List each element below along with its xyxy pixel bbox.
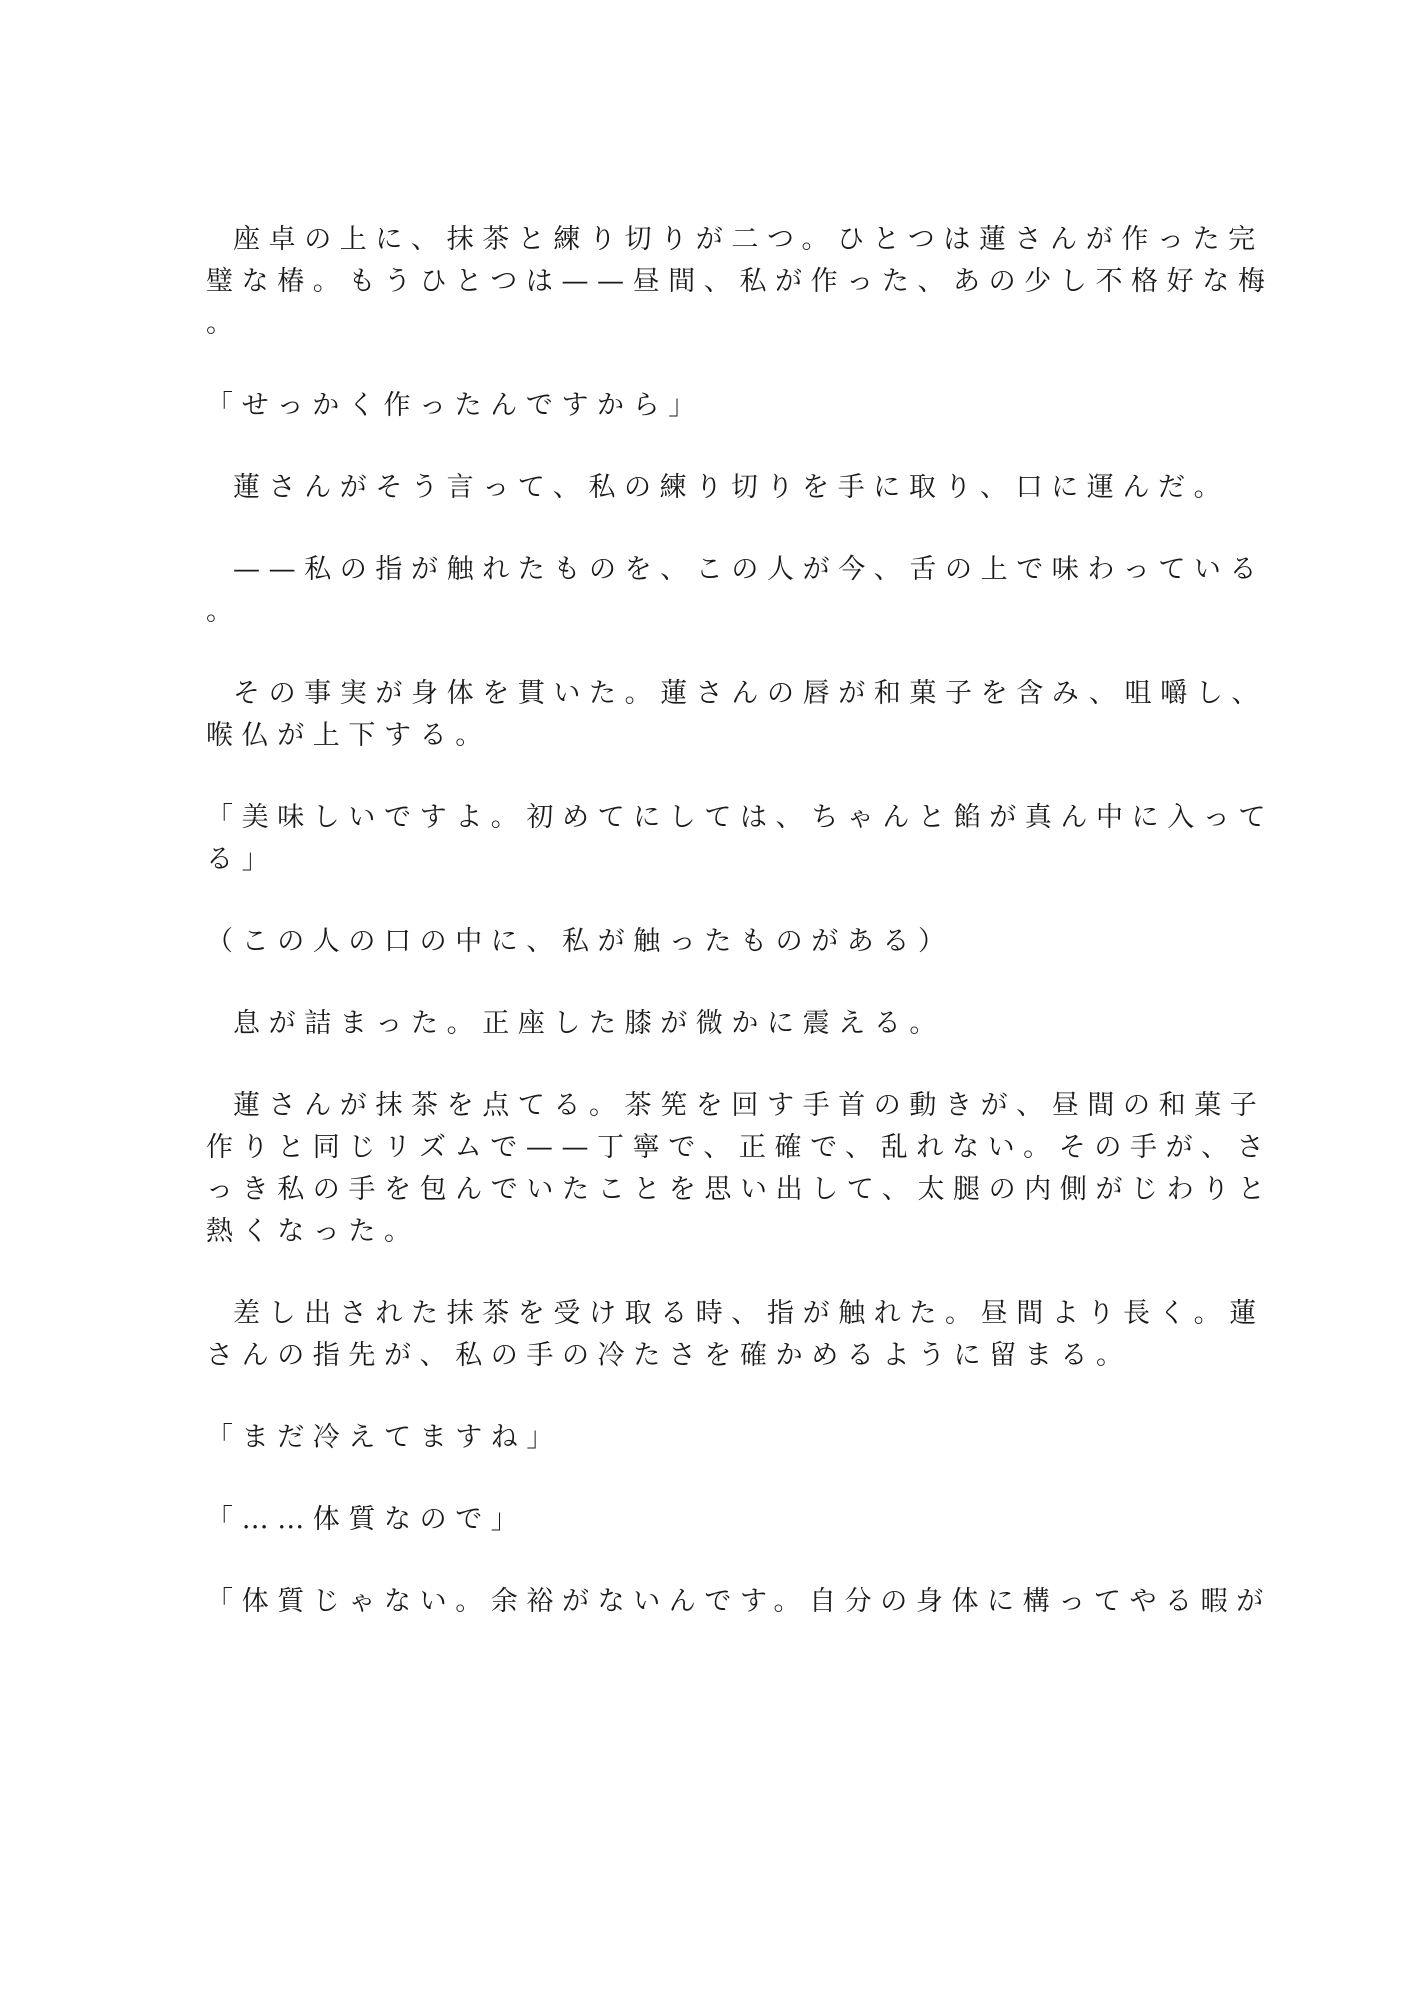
paragraph	[206, 385, 1170, 427]
text-line: 。	[206, 308, 242, 339]
paragraph	[206, 1293, 1265, 1377]
text-line: 「体質じゃない。余裕がないんです。自分の身体に構ってやる暇が	[206, 1586, 1272, 1617]
text-line: 蓮さんが抹茶を点てる。茶筅を回す手首の動きが、昼間の和菓子	[233, 1090, 1266, 1121]
text-line: 璧な椿。もうひとつは——昼間、私が作った、あの少し不格好な梅	[206, 266, 1274, 297]
text-line: 蓮さんがそう言って、私の練り切りを手に取り、口に運んだ。	[233, 472, 1230, 503]
paragraph	[206, 921, 1170, 963]
text-line: 熱くなった。	[206, 1216, 420, 1247]
text-line: ——私の指が触れたものを、この人が今、舌の上で味わっている	[233, 554, 1266, 585]
text-line: 「まだ冷えてますね」	[206, 1422, 562, 1453]
paragraph	[206, 1003, 1170, 1045]
text-line: 作りと同じリズムで——丁寧で、正確で、乱れない。その手が、さ	[206, 1132, 1273, 1163]
text-line: 「美味しいですよ。初めてにしては、ちゃんと餡が真ん中に入って	[206, 802, 1274, 833]
paragraph	[206, 219, 1274, 345]
text-line: 「せっかく作ったんですから」	[206, 390, 704, 421]
paragraph	[206, 467, 1230, 509]
paragraph	[206, 797, 1274, 881]
text-line: 「……体質なので」	[206, 1504, 527, 1535]
text-line: さんの指先が、私の手の冷たさを確かめるように留まる。	[206, 1340, 1132, 1371]
paragraph	[206, 1581, 1272, 1623]
paragraph	[206, 1085, 1274, 1253]
text-line: っき私の手を包んでいたことを思い出して、太腿の内側がじわりと	[206, 1174, 1274, 1205]
text-line: （この人の口の中に、私が触ったものがある）	[206, 926, 954, 957]
text-line: 座卓の上に、抹茶と練り切りが二つ。ひとつは蓮さんが作った完	[233, 224, 1264, 255]
text-line: る」	[206, 844, 278, 875]
text-line: 。	[206, 596, 242, 627]
paragraph	[206, 1417, 1170, 1459]
body-text	[206, 219, 1274, 1663]
text-line: その事実が身体を貫いた。蓮さんの唇が和菓子を含み、咀嚼し、	[233, 678, 1268, 709]
paragraph	[206, 673, 1268, 757]
paragraph	[206, 1499, 1170, 1541]
text-line: 息が詰まった。正座した膝が微かに震える。	[233, 1008, 945, 1039]
paragraph	[206, 549, 1266, 633]
text-line: 差し出された抹茶を受け取る時、指が触れた。昼間より長く。蓮	[233, 1298, 1265, 1329]
text-line: 喉仏が上下する。	[206, 720, 491, 751]
